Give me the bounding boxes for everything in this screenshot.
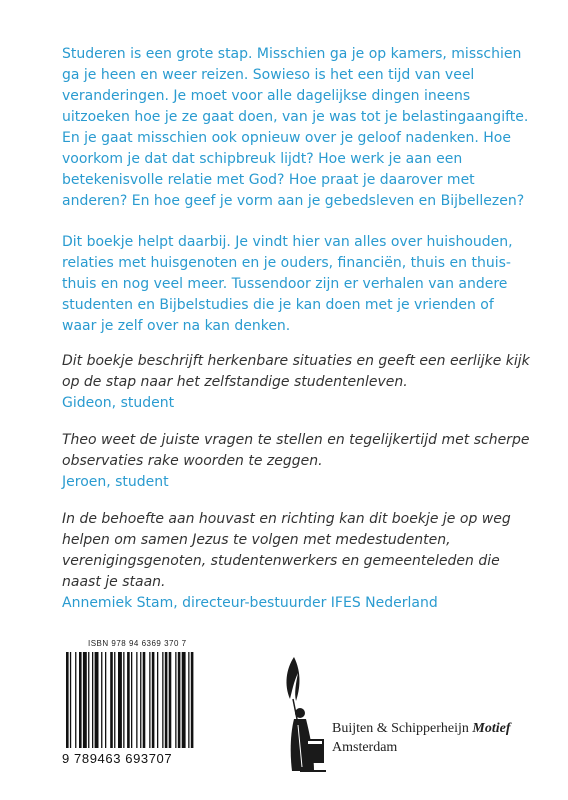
- barcode-icon: [66, 652, 240, 748]
- publisher-house: Buijten & Schipperheijn: [332, 721, 469, 736]
- endorsement-quote: [62, 509, 532, 614]
- quote-author: Annemiek Stam, directeur-bestuurder IFES Nederland: [62, 595, 438, 611]
- quote-author: Jeroen, student: [62, 474, 169, 490]
- isbn-label: ISBN 978 94 6369 370 7: [88, 639, 187, 648]
- figure-with-quill-logo-icon: [280, 655, 328, 775]
- intro-paragraph-2: Dit boekje helpt daarbij. Je vindt hier van alles over huishouden, relaties met huisgenoten en je ouders, financiën, thuis en thuisthuis en nog veel meer. Tussendoor zijn er verhalen van andere studenten en Bijbelstudies die je kan doen met je vrienden of waar je zelf over na kan denken.: [62, 234, 513, 334]
- publisher-imprint: Motief: [472, 721, 511, 736]
- endorsement-quote: [62, 351, 532, 414]
- barcode-digits: 9 789463 693707: [62, 751, 173, 766]
- endorsement-quote: [62, 430, 532, 493]
- publisher-city: Amsterdam: [332, 740, 398, 755]
- quote-text: In de behoefte aan houvast en richting kan dit boekje je op weg helpen om samen Jezus te volgen met medestudenten, verenigingsgenoten, studentenwerkers en gemeenteleden die naast je staan.: [62, 511, 511, 590]
- quote-author: Gideon, student: [62, 395, 175, 411]
- publisher-name: [332, 721, 510, 737]
- quote-text: Theo weet de juiste vragen te stellen en tegelijkertijd met scherpe observaties rake woorden te zeggen.: [62, 432, 530, 469]
- quote-text: Dit boekje beschrijft herkenbare situaties en geeft een eerlijke kijk op de stap naar het zelfstandige studentenleven.: [62, 353, 530, 390]
- intro-paragraph-1: Studeren is een grote stap. Misschien ga je op kamers, misschien ga je heen en weer reizen. Sowieso is het een tijd van veel veranderingen. Je moet voor alle dagelijkse dingen ineens uitzoeken hoe je ze gaat doen, van je was tot je belastingaangifte. En je gaat misschien ook opnieuw over je geloof nadenken. Hoe voorkom je dat dat schipbreuk lijdt? Hoe werk je aan een betekenisvolle relatie met God? Hoe praat je daarover met anderen? En hoe geef je vorm aan je gebedsleven en Bijbellezen?: [62, 46, 529, 209]
